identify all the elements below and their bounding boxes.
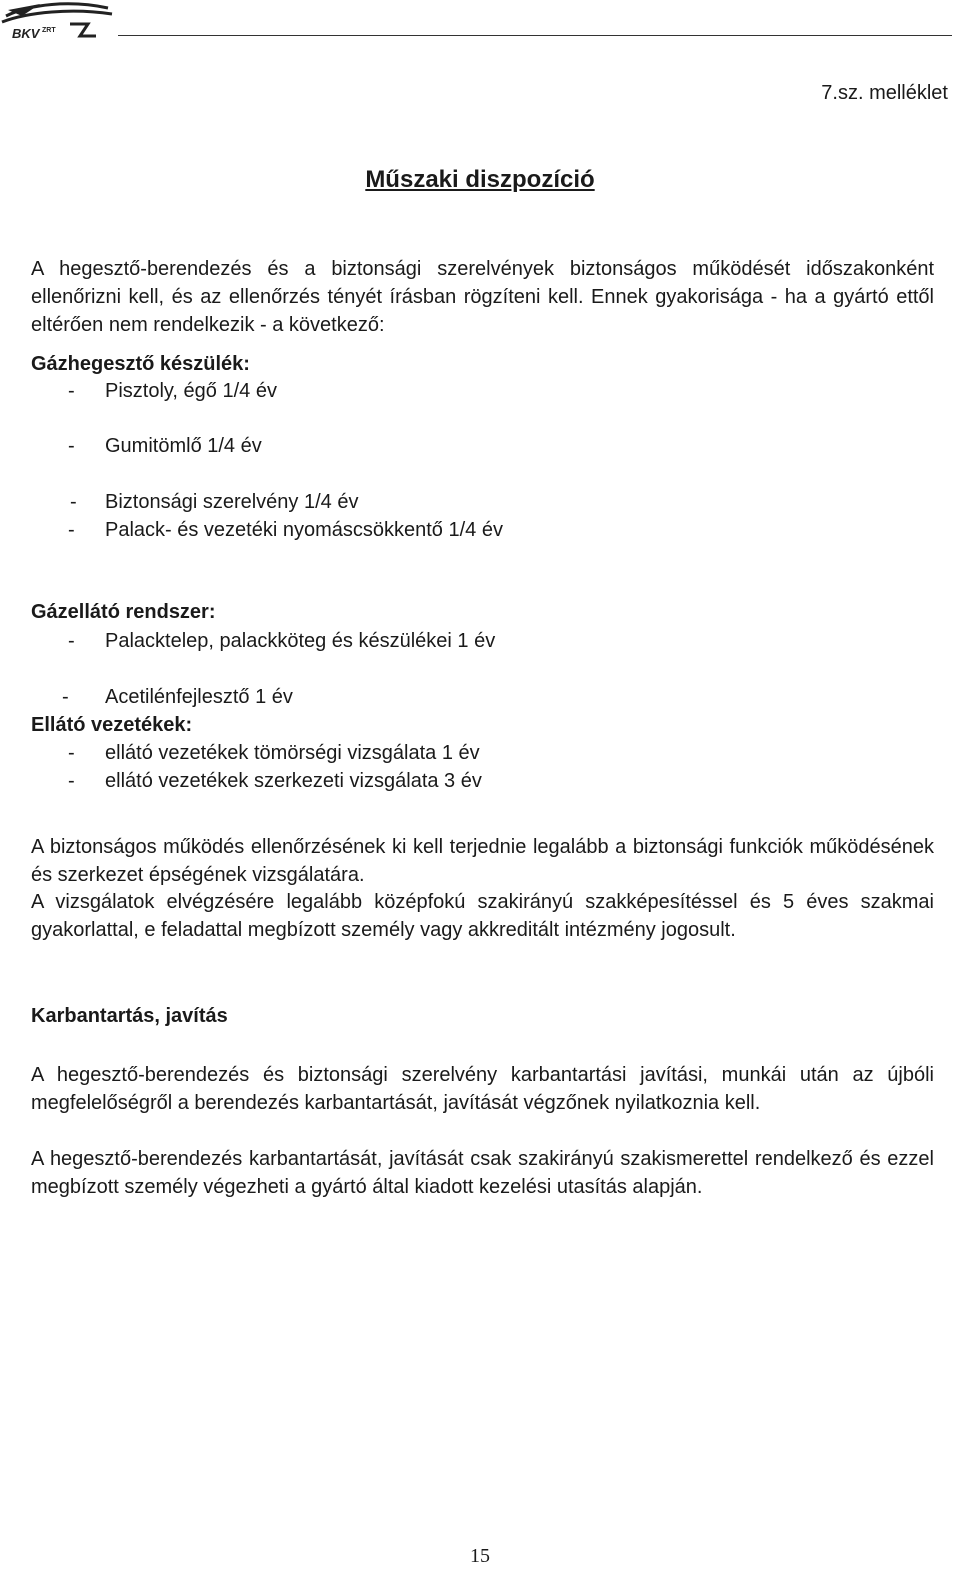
section-heading-gazhegeszto: Gázhegesztő készülék: [31,353,250,375]
intro-paragraph: A hegesztő-berendezés és a biztonsági szerelvények biztonságos működését időszakonként ellenőrizni kell, és az ellenőrzés tényét írásban rögzíteni kell. Ennek gyakorisága - ha a gyártó ettől eltérően nem rendelkezik - a következő: [31,258,934,336]
list-item-text: Acetilénfejlesztő 1 év [105,686,293,708]
list-dash: - [68,742,75,764]
list-dash: - [62,686,69,708]
list-item-text: ellátó vezetékek szerkezeti vizsgálata 3 év [105,770,482,792]
list-item-text: Palacktelep, palackköteg és készülékei 1 év [105,630,496,652]
list-item-text: ellátó vezetékek tömörségi vizsgálata 1 év [105,742,480,764]
list-dash: - [68,435,75,457]
list-dash: - [68,380,75,402]
section-heading-gazellato: Gázellátó rendszer: [31,601,216,623]
list-item-text: Gumitömlő 1/4 év [105,435,262,457]
maintenance-paragraph: A hegesztő-berendezés karbantartását, javítását csak szakirányú szakismerettel rendelkező és ezzel megbízott személy végezheti a gyártó által kiadott kezelési utasítás alapján. [31,1148,934,1198]
logo-sup: ZRT [42,27,56,34]
maintenance-paragraph: A hegesztő-berendezés és biztonsági szerelvény karbantartási javítási, munkái után az újbóli megfelelőségről a berendezés karbantartását, javítását végzőnek nyilatkoznia kell. [31,1064,934,1114]
list-item-text: Biztonsági szerelvény 1/4 év [105,491,359,513]
safety-paragraph: A biztonságos működés ellenőrzésének ki kell terjednie legalább a biztonsági funkciók működésének és szerkezet épségének vizsgálatára. [31,836,934,886]
list-dash: - [68,630,75,652]
list-dash: - [68,770,75,792]
section-heading-ellato: Ellátó vezetékek: [31,714,193,736]
page-header [0,0,960,50]
list-item-text: Pisztoly, égő 1/4 év [105,380,277,402]
list-dash: - [68,519,75,541]
maintenance-heading: Karbantartás, javítás [31,1005,228,1027]
annex-label: 7.sz. melléklet [821,82,948,104]
logo-text: BKV [12,26,40,41]
list-dash: - [70,491,77,513]
header-rule [118,35,952,36]
page-number: 15 [470,1545,490,1567]
bkv-logo [0,2,118,42]
list-item-text: Palack- és vezetéki nyomáscsökkentő 1/4 év [105,519,503,541]
inspection-paragraph: A vizsgálatok elvégzésére legalább középfokú szakirányú szakképesítéssel és 5 éves szakmai gyakorlattal, e feladattal megbízott személy vagy akkreditált intézmény jogosult. [31,891,934,941]
page-title: Műszaki diszpozíció [365,166,595,193]
